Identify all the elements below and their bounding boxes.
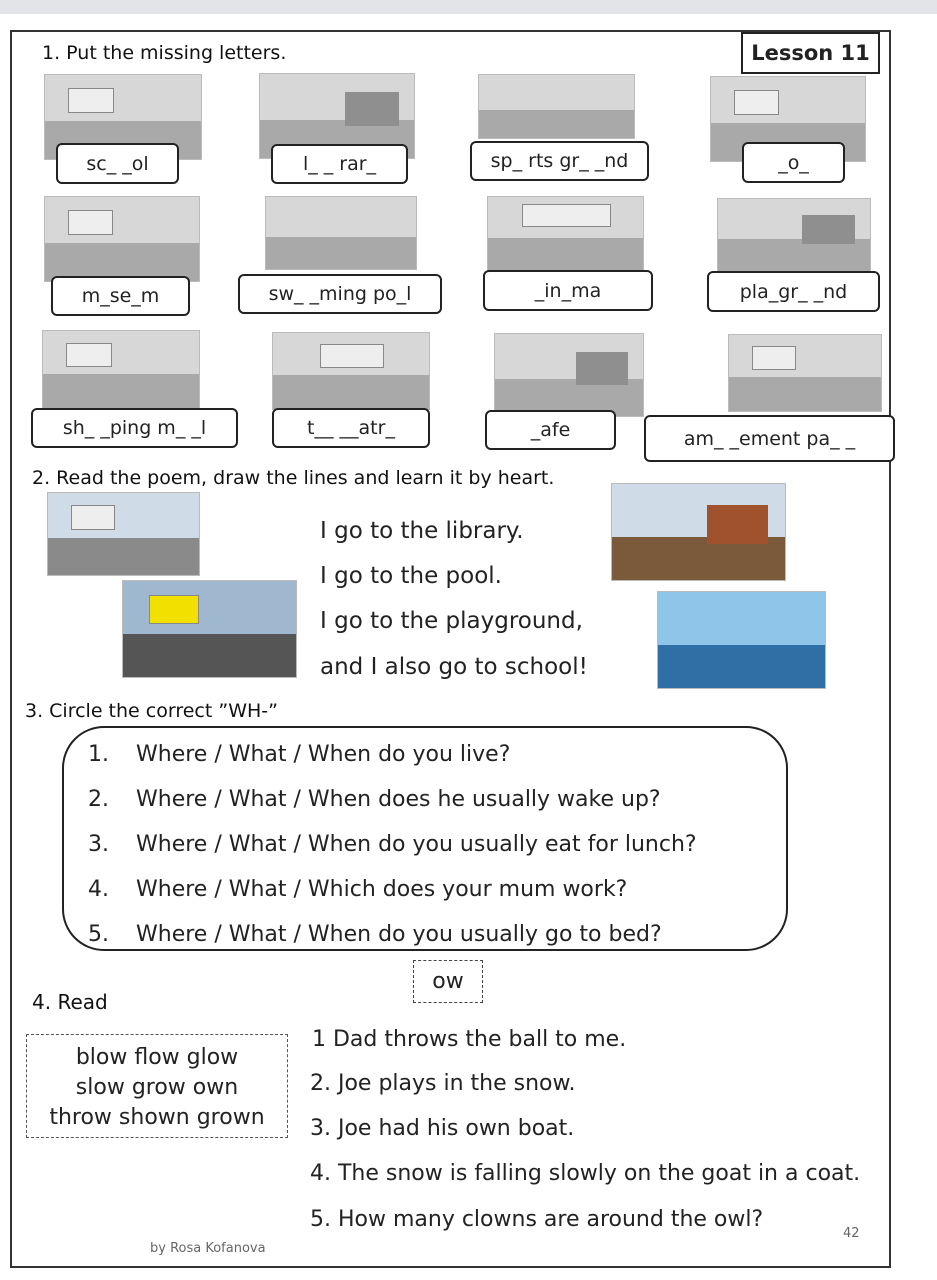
poem-line-3: I go to the playground,	[320, 608, 583, 634]
amusement-park-picture	[728, 334, 882, 412]
poem-line-4: and I also go to school!	[320, 654, 588, 680]
library-color-picture	[611, 483, 786, 581]
pool-color-picture	[657, 591, 826, 689]
museum-picture	[44, 196, 200, 282]
word-label-10[interactable]: t__ __atr_	[272, 408, 430, 448]
task2-title: 2. Read the poem, draw the lines and learn it by heart.	[32, 467, 555, 489]
word-label-1[interactable]: sc_ _ol	[56, 143, 179, 184]
sound-box: ow	[413, 960, 483, 1003]
word-label-5[interactable]: m_se_m	[51, 276, 190, 316]
playground-picture	[717, 198, 871, 272]
page-number: 42	[843, 1226, 860, 1241]
word-label-4[interactable]: _o_	[742, 142, 845, 183]
word-line-3: throw shown grown	[49, 1105, 265, 1130]
word-line-1: blow flow glow	[75, 1045, 239, 1070]
cinema-picture	[487, 196, 644, 272]
word-label-2[interactable]: l_ _ rar_	[271, 144, 408, 184]
question-1-text[interactable]: Where / What / When do you live?	[136, 742, 511, 767]
question-1-number: 1.	[88, 742, 109, 767]
question-4-number: 4.	[88, 877, 109, 902]
word-label-9[interactable]: sh_ _ping m_ _l	[31, 408, 238, 448]
word-label-3[interactable]: sp_ rts gr_ _nd	[470, 141, 649, 181]
sports-ground-picture	[478, 74, 635, 139]
top-bar	[0, 0, 937, 14]
swimming-pool-picture	[265, 196, 417, 270]
school-classroom-picture	[47, 492, 200, 576]
sentence-3: 3. Joe had his own boat.	[310, 1116, 575, 1141]
word-label-6[interactable]: sw_ _ming po_l	[238, 274, 442, 314]
poem-line-1: I go to the library.	[320, 518, 524, 544]
theatre-picture	[272, 332, 430, 410]
cafe-picture	[494, 333, 644, 417]
author-credit: by Rosa Kofanova	[150, 1241, 266, 1256]
question-2-number: 2.	[88, 787, 109, 812]
question-3-number: 3.	[88, 832, 109, 857]
task1-title: 1. Put the missing letters.	[42, 42, 287, 64]
lesson-badge: Lesson 11	[741, 32, 880, 74]
word-label-8[interactable]: pla_gr_ _nd	[707, 271, 880, 312]
sentence-4: 4. The snow is falling slowly on the goat in a coat.	[310, 1161, 861, 1186]
poem-line-2: I go to the pool.	[320, 563, 502, 589]
question-2-text[interactable]: Where / What / When does he usually wake up?	[136, 787, 661, 812]
task3-title: 3. Circle the correct ”WH-”	[25, 700, 278, 722]
question-5-number: 5.	[88, 922, 109, 947]
question-5-text[interactable]: Where / What / When do you usually go to bed?	[136, 922, 662, 947]
word-line-2: slow grow own	[75, 1075, 239, 1100]
word-box	[26, 1034, 288, 1138]
question-3-text[interactable]: Where / What / When do you usually eat for lunch?	[136, 832, 697, 857]
word-label-11[interactable]: _afe	[485, 410, 616, 450]
task4-title: 4. Read	[32, 990, 108, 1014]
playground-color-picture	[122, 580, 297, 678]
sentence-1: 1 Dad throws the ball to me.	[312, 1027, 627, 1052]
shopping-mall-picture	[42, 330, 200, 410]
sentence-5: 5. How many clowns are around the owl?	[310, 1207, 764, 1232]
sentence-2: 2. Joe plays in the snow.	[310, 1071, 576, 1096]
word-label-7[interactable]: _in_ma	[483, 270, 653, 311]
word-label-12[interactable]: am_ _ement pa_ _	[644, 415, 895, 462]
question-4-text[interactable]: Where / What / Which does your mum work?	[136, 877, 628, 902]
